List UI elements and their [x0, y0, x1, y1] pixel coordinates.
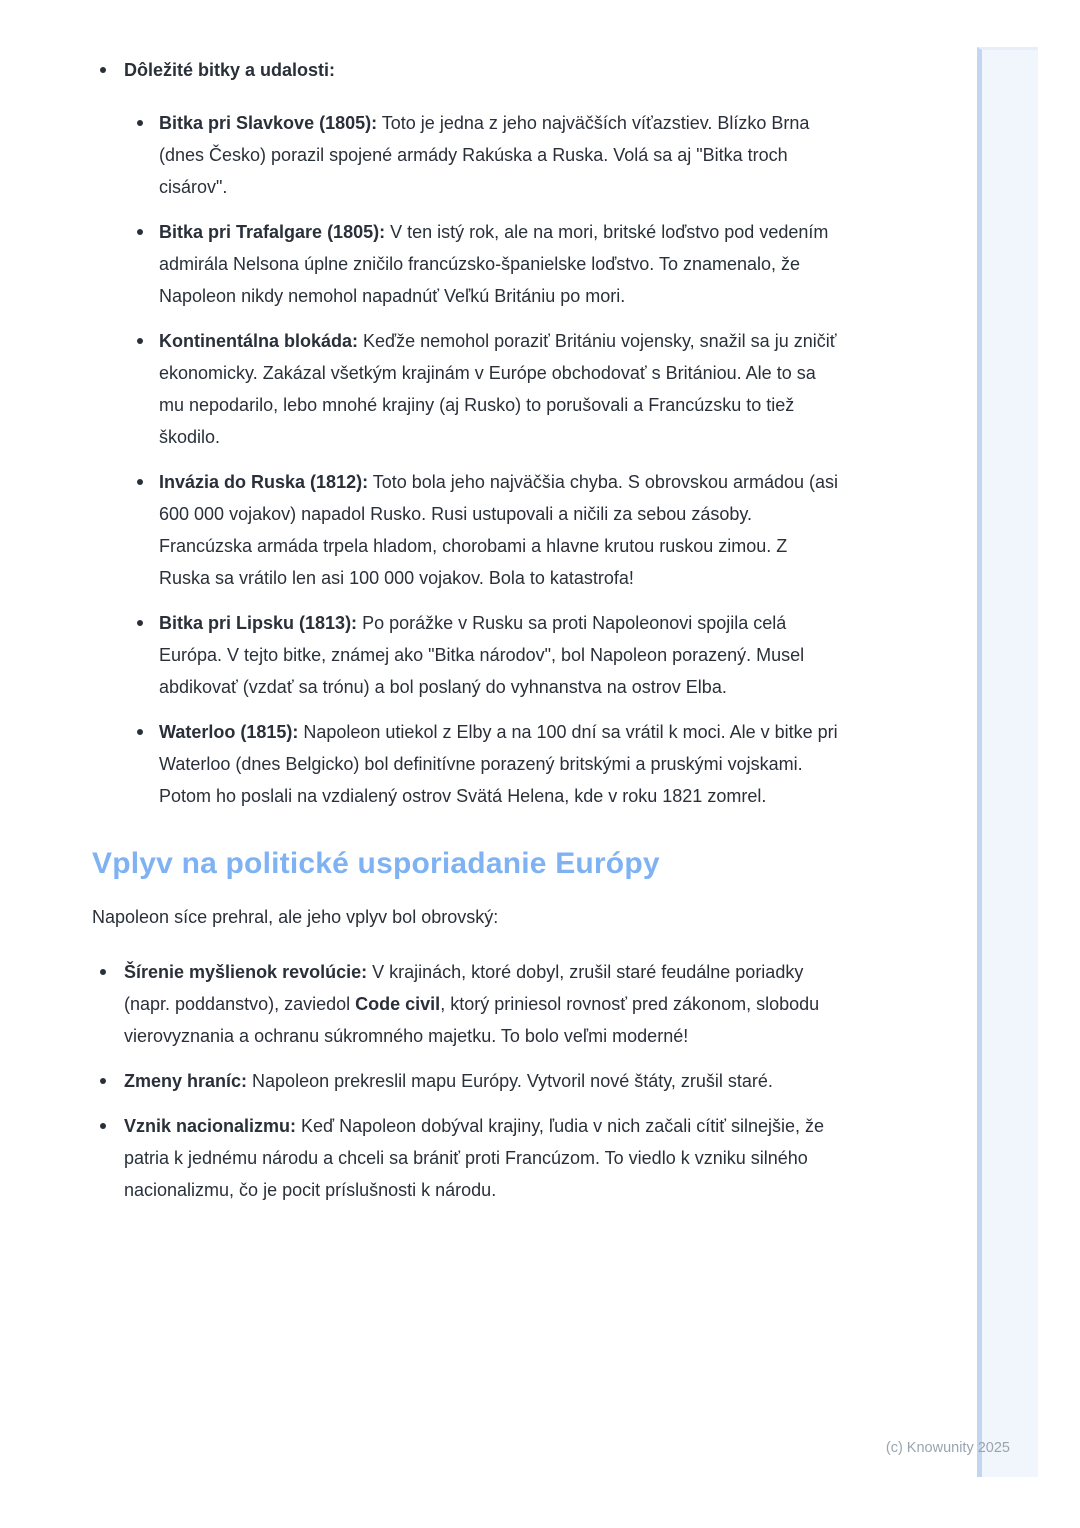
list-item — [124, 325, 842, 453]
battles-sublist — [124, 107, 842, 812]
battles-list-title: Dôležité bitky a udalosti: — [124, 60, 336, 80]
item-label: Invázia do Ruska (1812): — [159, 472, 369, 492]
item-text: Keď Napoleon dobýval krajiny, ľudia v nich začali cítiť silnejšie, že patria k jednému národu a chceli sa brániť proti Francúzom. To viedlo k vzniku silného nacionalizmu, čo je pocit príslušnosti k národu. — [124, 1116, 825, 1200]
item-text: Po porážke v Rusku sa proti Napoleonovi spojila celá Európa. V tejto bitke, známej ako "Bitka národov", bol Napoleon porazený. Musel abdikovať (vzdať sa trónu) a bol poslaný do vyhnanstva na ostrov Elba. — [159, 613, 805, 697]
battles-list — [92, 54, 842, 812]
item-text: Napoleon prekreslil mapu Európy. Vytvoril nové štáty, zrušil staré. — [247, 1071, 773, 1091]
item-text: , ktorý priniesol rovnosť pred zákonom, slobodu vierovyznania a ochranu súkromného majetku. To bolo veľmi moderné! — [124, 994, 820, 1046]
item-text: Toto bola jeho najväčšia chyba. S obrovskou armádou (asi 600 000 vojakov) napadol Rusko. Rusi ustupovali a ničili za sebou zásoby. Francúzska armáda trpela hladom, chorobami a hlavne krutou ruskou zimou. Z Ruska sa vrátilo len asi 100 000 vojakov. Bola to katastrofa! — [159, 472, 839, 588]
item-text: Napoleon utiekol z Elby a na 100 dní sa vrátil k moci. Ale v bitke pri Waterloo (dnes Belgicko) bol definitívne porazený britskými a pruskými vojskami. Potom ho poslali na vzdialený ostrov Svätá Helena, kde v roku 1821 zomrel. — [159, 722, 838, 806]
list-item — [92, 54, 842, 812]
page-edge-strip — [977, 47, 1038, 1477]
item-label: Kontinentálna blokáda: — [159, 331, 359, 351]
footer-credit: (c) Knowunity 2025 — [885, 1440, 1010, 1456]
item-text: V ten istý rok, ale na mori, britské loďstvo pod vedením admirála Nelsona úplne zničilo francúzsko-španielske loďstvo. To znamenalo, že Napoleon nikdy nemohol napadnúť Veľkú Britániu po mori. — [159, 222, 829, 306]
item-label: Bitka pri Trafalgare (1805): — [159, 222, 386, 242]
list-item — [92, 956, 842, 1052]
item-text: V krajinách, ktoré dobyl, zrušil staré feudálne poriadky (napr. poddanstvo), zaviedol — [124, 962, 804, 1014]
item-label: Bitka pri Lipsku (1813): — [159, 613, 358, 633]
list-item — [92, 1110, 842, 1206]
item-label: Šírenie myšlienok revolúcie: — [124, 962, 368, 982]
section-heading: Vplyv na politické usporiadanie Európy — [92, 847, 660, 880]
list-item — [124, 107, 842, 203]
list-item — [92, 1065, 842, 1097]
item-label: Bitka pri Slavkove (1805): — [159, 113, 378, 133]
item-label: Zmeny hraníc: — [124, 1071, 248, 1091]
intro-paragraph: Napoleon síce prehral, ale jeho vplyv bol obrovský: — [92, 907, 499, 927]
item-label: Waterloo (1815): — [159, 722, 299, 742]
item-inline-bold: Code civil — [355, 994, 441, 1014]
influence-list — [92, 956, 842, 1206]
list-item — [124, 216, 842, 312]
list-item — [124, 466, 842, 594]
list-item — [124, 607, 842, 703]
item-label: Vznik nacionalizmu: — [124, 1116, 297, 1136]
item-text: Keďže nemohol poraziť Britániu vojensky, snažil sa ju zničiť ekonomicky. Zakázal všetkým krajinám v Európe obchodovať s Britániou. Ale to sa mu nepodarilo, lebo mnohé krajiny (aj Rusko) to porušovali a Francúzsku to tiež škodilo. — [159, 331, 837, 447]
item-text: Toto je jedna z jeho najväčších víťazstiev. Blízko Brna (dnes Česko) porazil spojené armády Rakúska a Ruska. Volá sa aj "Bitka troch cisárov". — [159, 113, 810, 197]
list-item — [124, 716, 842, 812]
document-content — [92, 54, 842, 1206]
